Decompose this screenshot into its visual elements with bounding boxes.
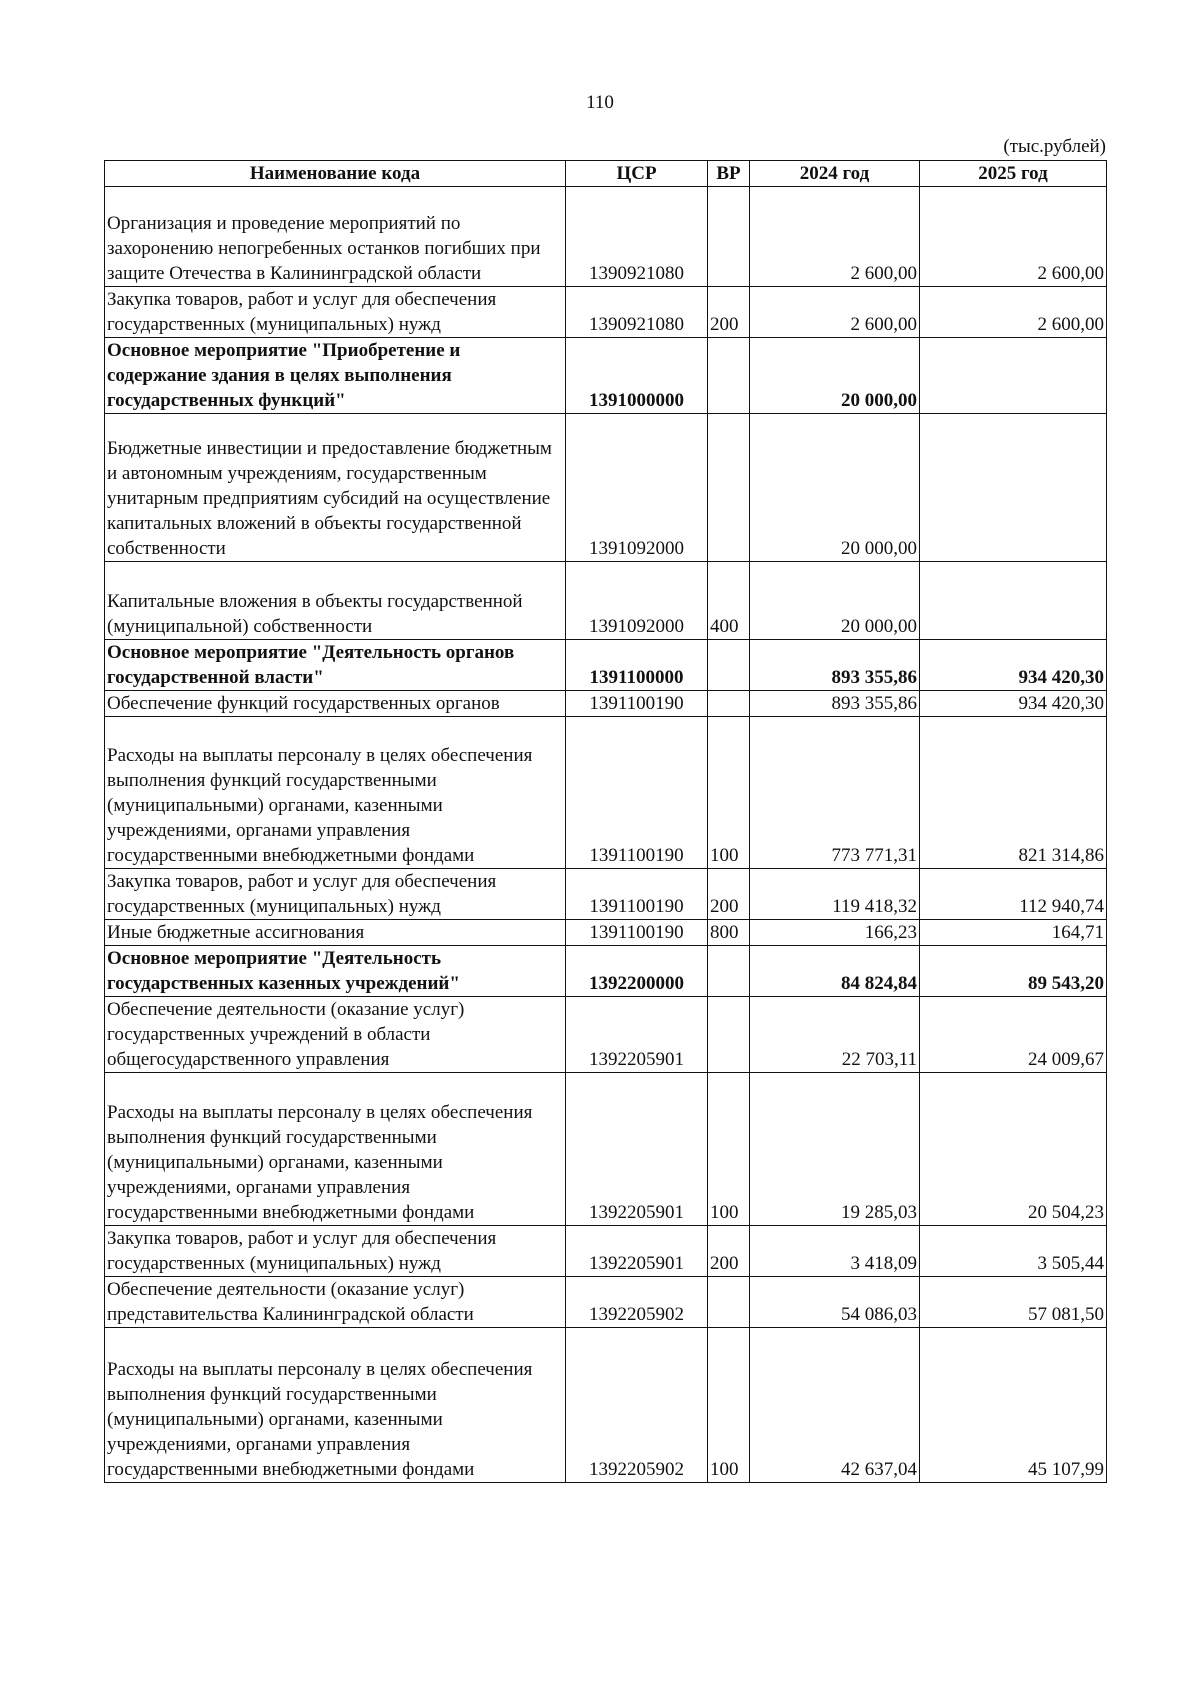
cell-csr: 1392205901 bbox=[566, 1073, 708, 1226]
cell-csr: 1391100190 bbox=[566, 920, 708, 946]
table-row bbox=[105, 287, 1107, 338]
cell-y2024: 893 355,86 bbox=[750, 691, 920, 717]
cell-csr: 1392205901 bbox=[566, 1226, 708, 1277]
cell-y2024: 54 086,03 bbox=[750, 1277, 920, 1328]
cell-y2025: 45 107,99 bbox=[920, 1328, 1107, 1483]
cell-y2025: 24 009,67 bbox=[920, 997, 1107, 1073]
cell-name: Основное мероприятие "Деятельность государственных казенных учреждений" bbox=[105, 946, 566, 997]
table-header-row bbox=[105, 161, 1107, 187]
table-row bbox=[105, 187, 1107, 287]
cell-csr: 1392205902 bbox=[566, 1277, 708, 1328]
cell-csr: 1391100190 bbox=[566, 869, 708, 920]
cell-name: Расходы на выплаты персоналу в целях обеспечения выполнения функций государственными (муниципальными) органами, казенными учреждениями, органами управления государственными внебюджетными фондами bbox=[105, 1073, 566, 1226]
cell-name: Капитальные вложения в объекты государственной (муниципальной) собственности bbox=[105, 562, 566, 640]
cell-name: Закупка товаров, работ и услуг для обеспечения государственных (муниципальных) нужд bbox=[105, 287, 566, 338]
cell-y2024: 20 000,00 bbox=[750, 414, 920, 562]
header-vr: ВР bbox=[708, 161, 750, 187]
cell-vr: 200 bbox=[708, 287, 750, 338]
cell-name: Закупка товаров, работ и услуг для обеспечения государственных (муниципальных) нужд bbox=[105, 1226, 566, 1277]
cell-csr: 1391000000 bbox=[566, 338, 708, 414]
table-row bbox=[105, 691, 1107, 717]
cell-y2024: 773 771,31 bbox=[750, 717, 920, 869]
table-row bbox=[105, 946, 1107, 997]
cell-vr: 200 bbox=[708, 1226, 750, 1277]
cell-y2024: 2 600,00 bbox=[750, 187, 920, 287]
cell-name: Обеспечение деятельности (оказание услуг) государственных учреждений в области общегосударственного управления bbox=[105, 997, 566, 1073]
table-row bbox=[105, 562, 1107, 640]
cell-y2025 bbox=[920, 338, 1107, 414]
cell-y2025: 2 600,00 bbox=[920, 187, 1107, 287]
cell-y2025 bbox=[920, 562, 1107, 640]
cell-vr bbox=[708, 338, 750, 414]
cell-y2024: 166,23 bbox=[750, 920, 920, 946]
cell-y2024: 20 000,00 bbox=[750, 338, 920, 414]
table-row bbox=[105, 1073, 1107, 1226]
cell-y2025: 20 504,23 bbox=[920, 1073, 1107, 1226]
budget-table bbox=[104, 160, 1107, 1483]
cell-y2024: 2 600,00 bbox=[750, 287, 920, 338]
cell-y2024: 84 824,84 bbox=[750, 946, 920, 997]
cell-y2025: 934 420,30 bbox=[920, 691, 1107, 717]
cell-csr: 1390921080 bbox=[566, 287, 708, 338]
header-2024: 2024 год bbox=[750, 161, 920, 187]
cell-csr: 1392205902 bbox=[566, 1328, 708, 1483]
cell-y2024: 3 418,09 bbox=[750, 1226, 920, 1277]
cell-vr: 400 bbox=[708, 562, 750, 640]
cell-y2024: 119 418,32 bbox=[750, 869, 920, 920]
cell-csr: 1391100190 bbox=[566, 717, 708, 869]
cell-name: Основное мероприятие "Деятельность органов государственной власти" bbox=[105, 640, 566, 691]
table-row bbox=[105, 640, 1107, 691]
cell-csr: 1391092000 bbox=[566, 414, 708, 562]
cell-y2025: 89 543,20 bbox=[920, 946, 1107, 997]
table-row bbox=[105, 338, 1107, 414]
cell-name: Закупка товаров, работ и услуг для обеспечения государственных (муниципальных) нужд bbox=[105, 869, 566, 920]
cell-name: Бюджетные инвестиции и предоставление бюджетным и автономным учреждениям, государственным унитарным предприятиям субсидий на осуществление капитальных вложений в объекты государственной собственности bbox=[105, 414, 566, 562]
cell-csr: 1392205901 bbox=[566, 997, 708, 1073]
cell-vr bbox=[708, 946, 750, 997]
table-row bbox=[105, 1277, 1107, 1328]
cell-y2025: 934 420,30 bbox=[920, 640, 1107, 691]
table-row bbox=[105, 920, 1107, 946]
cell-vr bbox=[708, 640, 750, 691]
cell-y2025: 2 600,00 bbox=[920, 287, 1107, 338]
cell-y2024: 20 000,00 bbox=[750, 562, 920, 640]
cell-vr bbox=[708, 187, 750, 287]
cell-vr bbox=[708, 997, 750, 1073]
cell-name: Иные бюджетные ассигнования bbox=[105, 920, 566, 946]
cell-csr: 1392200000 bbox=[566, 946, 708, 997]
units-note: (тыс.рублей) bbox=[1003, 136, 1106, 157]
cell-csr: 1391100000 bbox=[566, 640, 708, 691]
header-name: Наименование кода bbox=[105, 161, 566, 187]
cell-y2024: 19 285,03 bbox=[750, 1073, 920, 1226]
cell-vr: 200 bbox=[708, 869, 750, 920]
table-body bbox=[105, 187, 1107, 1483]
cell-y2025: 112 940,74 bbox=[920, 869, 1107, 920]
cell-name: Расходы на выплаты персоналу в целях обеспечения выполнения функций государственными (муниципальными) органами, казенными учреждениями, органами управления государственными внебюджетными фондами bbox=[105, 717, 566, 869]
table-row bbox=[105, 997, 1107, 1073]
cell-vr: 800 bbox=[708, 920, 750, 946]
table-row bbox=[105, 717, 1107, 869]
cell-vr: 100 bbox=[708, 717, 750, 869]
cell-name: Обеспечение функций государственных органов bbox=[105, 691, 566, 717]
cell-y2025: 164,71 bbox=[920, 920, 1107, 946]
header-2025: 2025 год bbox=[920, 161, 1107, 187]
table-row bbox=[105, 869, 1107, 920]
cell-y2025: 821 314,86 bbox=[920, 717, 1107, 869]
cell-y2024: 22 703,11 bbox=[750, 997, 920, 1073]
cell-y2025: 57 081,50 bbox=[920, 1277, 1107, 1328]
table-row bbox=[105, 1328, 1107, 1483]
cell-vr: 100 bbox=[708, 1328, 750, 1483]
cell-vr bbox=[708, 414, 750, 562]
cell-csr: 1391100190 bbox=[566, 691, 708, 717]
cell-name: Организация и проведение мероприятий по захоронению непогребенных останков погибших при защите Отечества в Калининградской области bbox=[105, 187, 566, 287]
cell-vr bbox=[708, 1277, 750, 1328]
table-row bbox=[105, 1226, 1107, 1277]
cell-vr bbox=[708, 691, 750, 717]
cell-csr: 1391092000 bbox=[566, 562, 708, 640]
cell-name: Обеспечение деятельности (оказание услуг) представительства Калининградской области bbox=[105, 1277, 566, 1328]
cell-y2025: 3 505,44 bbox=[920, 1226, 1107, 1277]
table-row bbox=[105, 414, 1107, 562]
cell-y2024: 42 637,04 bbox=[750, 1328, 920, 1483]
cell-vr: 100 bbox=[708, 1073, 750, 1226]
cell-name: Расходы на выплаты персоналу в целях обеспечения выполнения функций государственными (муниципальными) органами, казенными учреждениями, органами управления государственными внебюджетными фондами bbox=[105, 1328, 566, 1483]
cell-name: Основное мероприятие "Приобретение и содержание здания в целях выполнения государственных функций" bbox=[105, 338, 566, 414]
header-csr: ЦСР bbox=[566, 161, 708, 187]
cell-csr: 1390921080 bbox=[566, 187, 708, 287]
page-number: 110 bbox=[586, 92, 614, 113]
cell-y2025 bbox=[920, 414, 1107, 562]
cell-y2024: 893 355,86 bbox=[750, 640, 920, 691]
